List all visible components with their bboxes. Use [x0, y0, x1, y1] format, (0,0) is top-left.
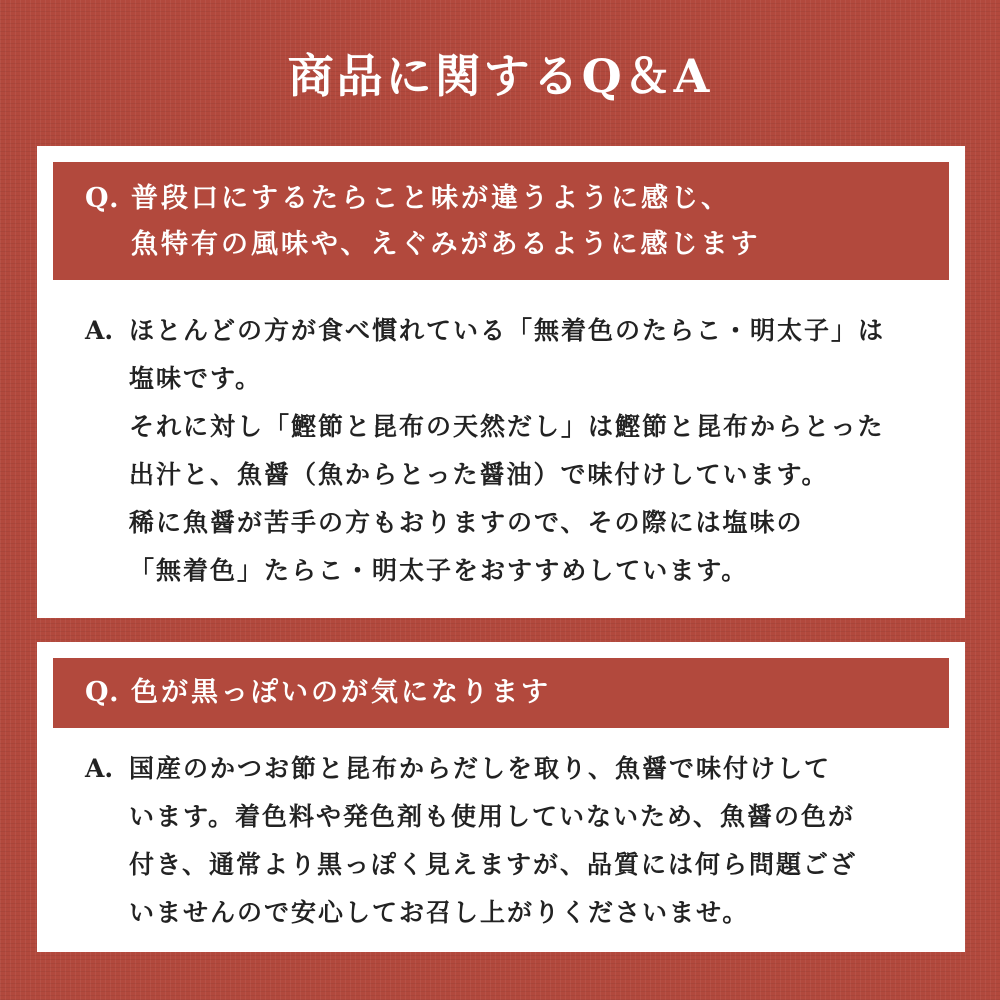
- answer-line: 塩味です。: [129, 364, 263, 393]
- qa-card-1: [37, 146, 965, 618]
- answer-line: いませんので安心してお召し上がりくださいませ。: [129, 898, 750, 927]
- question-band: [53, 162, 949, 280]
- question-line: 普段口にするたらこと味が違うように感じ、: [131, 183, 731, 214]
- answer-line: 「無着色」たらこ・明太子をおすすめしています。: [129, 556, 749, 585]
- answer-prefix: A.: [85, 754, 114, 783]
- answer-prefix: A.: [85, 316, 114, 345]
- question-prefix: Q.: [85, 183, 121, 214]
- answer-line: 付き、通常より黒っぽく見えますが、品質には何ら問題ござ: [129, 850, 858, 879]
- answer-line: ほとんどの方が食べ慣れている「無着色のたらこ・明太子」は: [129, 316, 886, 345]
- question-band: [53, 658, 949, 728]
- question-line: 魚特有の風味や、えぐみがあるように感じます: [131, 229, 761, 260]
- answer-line: 国産のかつお節と昆布からだしを取り、魚醤で味付けして: [129, 754, 832, 783]
- answer-line: います。着色料や発色剤も使用していないため、魚醤の色が: [129, 802, 856, 831]
- answer-line: 出汁と、魚醤（魚からとった醤油）で味付けしています。: [129, 460, 829, 489]
- answer-line: それに対し「鰹節と昆布の天然だし」は鰹節と昆布からとった: [129, 412, 885, 441]
- qa-card-2: [37, 642, 965, 952]
- answer-line: 稀に魚醤が苦手の方もおりますので、その際には塩味の: [129, 508, 804, 537]
- question-line: 色が黒っぽいのが気になります: [131, 677, 551, 708]
- question-prefix: Q.: [85, 677, 121, 708]
- page-title: 商品に関するQ＆A: [287, 49, 713, 103]
